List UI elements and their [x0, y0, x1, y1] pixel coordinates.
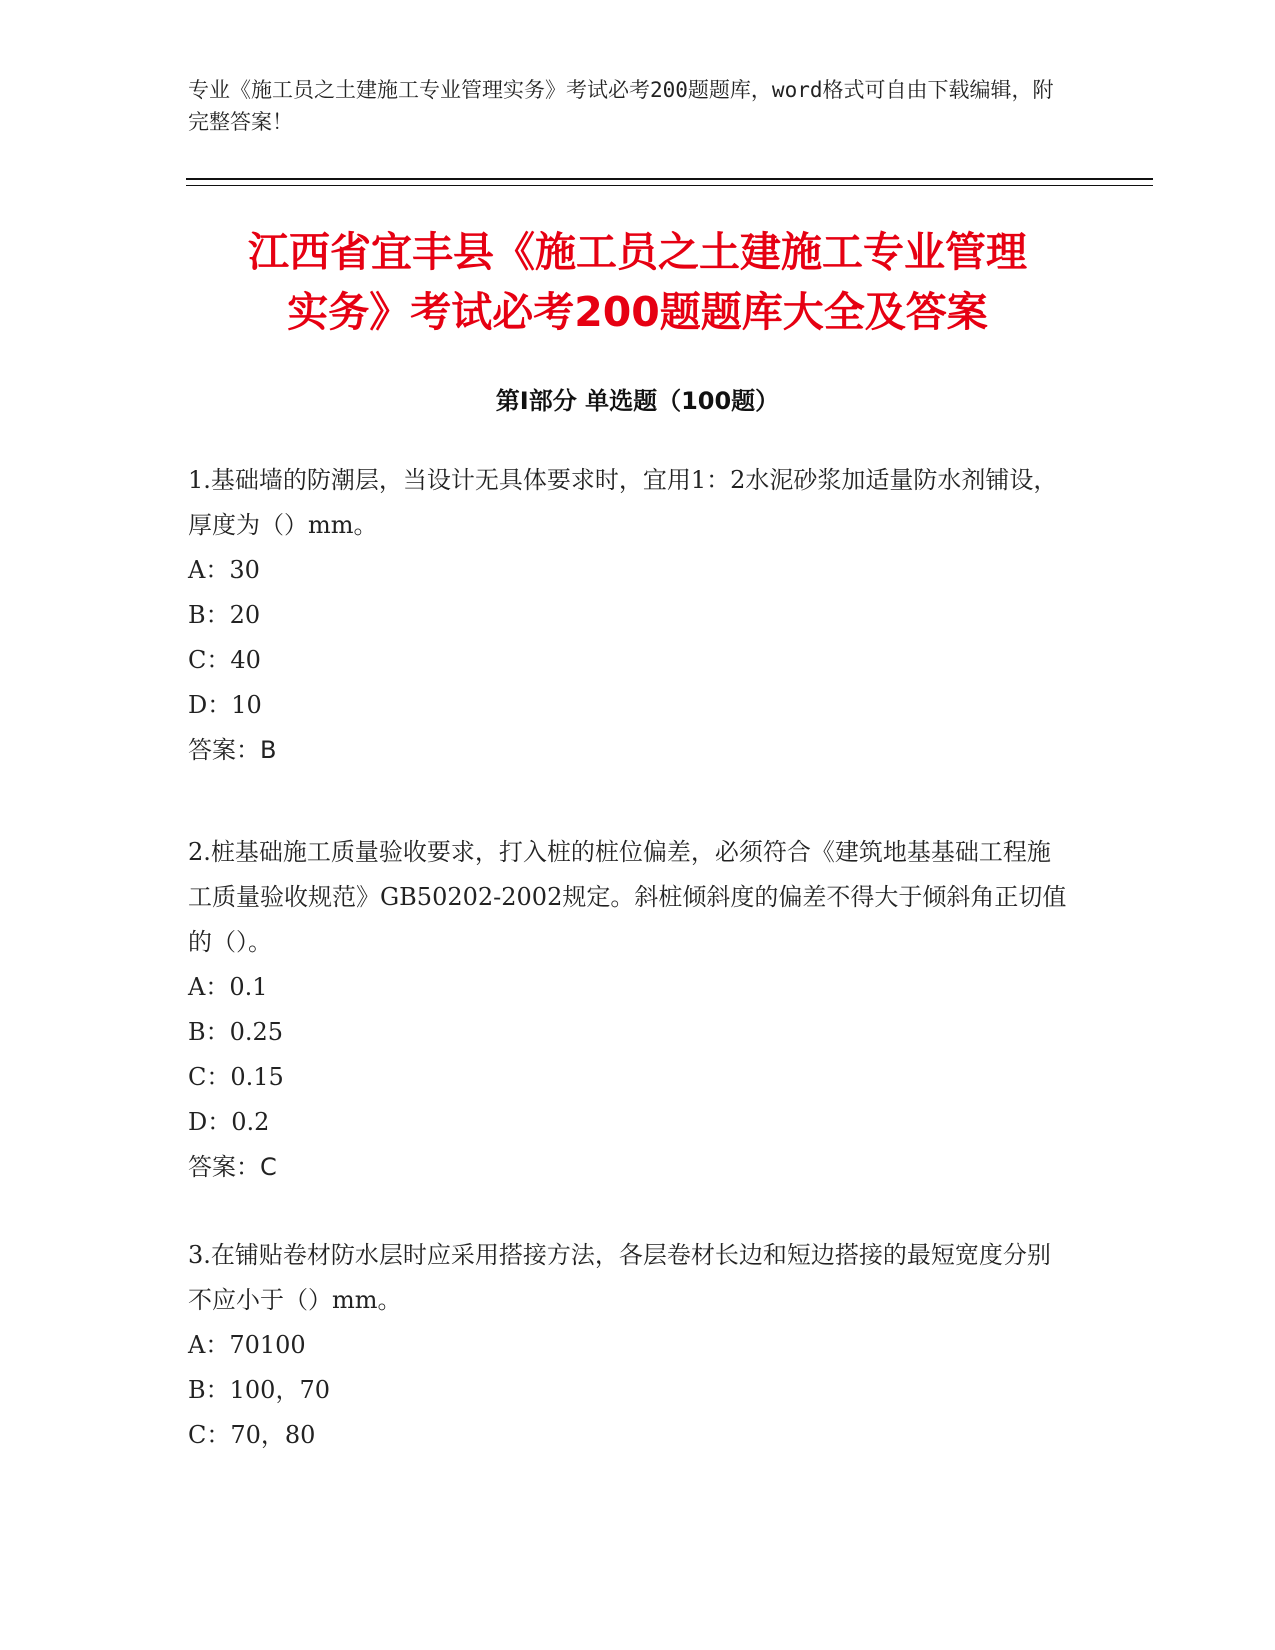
question-2	[188, 830, 1068, 1190]
option-a: A：30	[188, 556, 260, 584]
question-3	[188, 1233, 1068, 1458]
answer-label: 答案：C	[188, 1153, 277, 1181]
option-d: D：0.2	[188, 1108, 270, 1136]
header-divider-thick	[186, 178, 1153, 180]
option-a: A：70100	[188, 1331, 306, 1359]
question-stem: 1.基础墙的防潮层，当设计无具体要求时，宜用1：2水泥砂浆加适量防水剂铺设，厚度为（）mm。	[188, 466, 1058, 539]
option-c: C：0.15	[188, 1063, 284, 1091]
answer-label: 答案：B	[188, 736, 277, 764]
option-d: D：10	[188, 691, 262, 719]
question-stem: 2.桩基础施工质量验收要求，打入桩的桩位偏差，必须符合《建筑地基基础工程施工质量验收规范》GB50202-2002规定。斜桩倾斜度的偏差不得大于倾斜角正切值的（）。	[188, 838, 1067, 956]
header-divider-thin	[186, 185, 1153, 186]
option-b: B：0.25	[188, 1018, 284, 1046]
section-title: 第Ⅰ部分 单选题（100题）	[495, 387, 780, 415]
option-b: B：100，70	[188, 1376, 330, 1404]
option-a: A：0.1	[188, 973, 268, 1001]
document-title	[150, 222, 1125, 342]
option-c: C：40	[188, 646, 261, 674]
option-c: C：70，80	[188, 1421, 316, 1449]
question-stem: 3.在铺贴卷材防水层时应采用搭接方法，各层卷材长边和短边搭接的最短宽度分别不应小于（）mm。	[188, 1241, 1051, 1314]
document-title-line-1: 江西省宜丰县《施工员之土建施工专业管理	[248, 228, 1027, 276]
document-title-line-2: 实务》考试必考200题题库大全及答案	[287, 288, 988, 336]
header-note: 专业《施工员之土建施工专业管理实务》考试必考200题题库，word格式可自由下载编辑，附完整答案！	[188, 78, 1054, 134]
question-1	[188, 458, 1068, 773]
option-b: B：20	[188, 601, 261, 629]
